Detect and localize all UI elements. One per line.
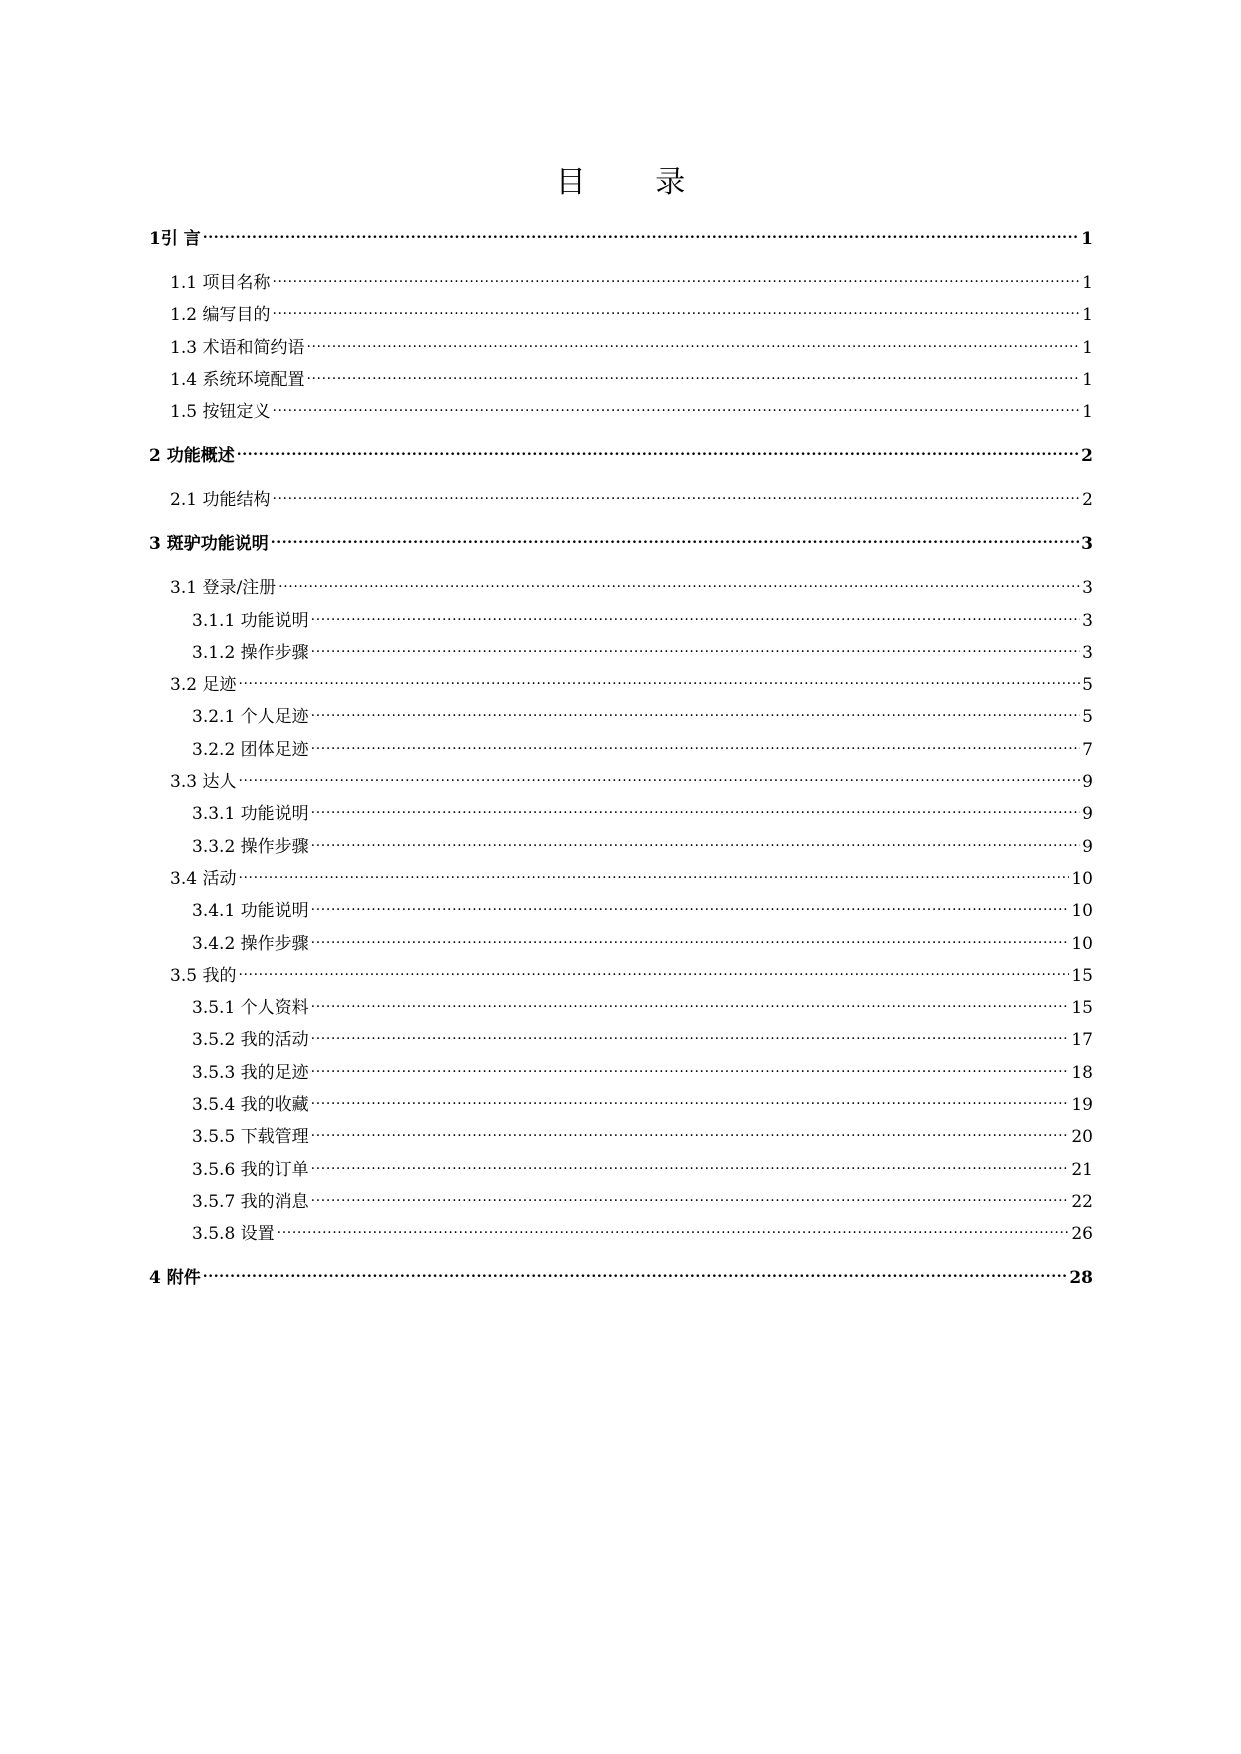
toc-entry-label: 3.4 活动 xyxy=(170,868,237,889)
toc-entry-page-number: 19 xyxy=(1071,1095,1093,1115)
toc-entry-label: 4 附件 xyxy=(149,1268,201,1289)
toc-entry-label: 3.5.4 我的收藏 xyxy=(192,1095,309,1115)
toc-entry[interactable] xyxy=(149,957,1093,986)
toc-entry-label: 3.5.7 我的消息 xyxy=(192,1191,309,1212)
toc-entry[interactable] xyxy=(149,264,1093,293)
toc-entry[interactable] xyxy=(149,828,1093,857)
dot-leader xyxy=(311,925,1070,949)
toc-entry[interactable] xyxy=(149,602,1093,631)
toc-entry-label: 3.1 登录/注册 xyxy=(170,578,277,599)
toc-entry-page-number: 2 xyxy=(1081,446,1093,467)
dot-leader xyxy=(238,957,1069,981)
toc-entry[interactable] xyxy=(149,989,1093,1019)
dot-leader xyxy=(311,1021,1070,1045)
toc-entry-page-number: 2 xyxy=(1082,490,1093,511)
dot-leader xyxy=(272,393,1080,417)
toc-entry-label: 3.5.6 我的订单 xyxy=(192,1159,309,1180)
toc-entry-page-number: 7 xyxy=(1082,739,1093,760)
toc-entry[interactable] xyxy=(149,925,1093,954)
toc-entry[interactable] xyxy=(149,361,1093,390)
toc-entry-page-number: 10 xyxy=(1071,868,1093,889)
toc-entry[interactable] xyxy=(149,1215,1093,1245)
toc-entry-page-number: 9 xyxy=(1082,836,1093,857)
toc-entry[interactable] xyxy=(149,666,1093,696)
toc-entry-label: 2.1 功能结构 xyxy=(170,490,271,511)
toc-entry[interactable] xyxy=(149,698,1093,728)
toc-entry-page-number: 17 xyxy=(1071,1030,1093,1051)
toc-entry[interactable] xyxy=(149,481,1093,511)
toc-entry-label: 1.4 系统环境配置 xyxy=(170,369,305,390)
toc-entry[interactable] xyxy=(149,393,1093,423)
dot-leader xyxy=(272,296,1080,320)
dot-leader xyxy=(238,666,1080,690)
dot-leader xyxy=(278,569,1080,593)
toc-entry-label: 3.3.2 操作步骤 xyxy=(192,836,309,857)
toc-entry-label: 3.5.8 设置 xyxy=(192,1224,275,1245)
toc-entry-label: 3.5 我的 xyxy=(170,965,237,986)
dot-leader xyxy=(311,892,1070,916)
toc-entry-label: 1引 言 xyxy=(149,229,201,249)
dot-leader xyxy=(311,602,1081,626)
toc-entry[interactable] xyxy=(149,634,1093,663)
toc-entry-label: 3.4.1 功能说明 xyxy=(192,901,309,922)
dot-leader xyxy=(272,264,1080,288)
toc-entry-page-number: 28 xyxy=(1069,1268,1093,1289)
toc-entry[interactable] xyxy=(149,1183,1093,1212)
toc-entry-page-number: 5 xyxy=(1082,707,1093,728)
toc-entry[interactable] xyxy=(149,1259,1093,1289)
toc-entry-label: 1.5 按钮定义 xyxy=(170,402,271,423)
toc-entry[interactable] xyxy=(149,763,1093,792)
toc-entry-page-number: 22 xyxy=(1071,1191,1093,1212)
toc-entry[interactable] xyxy=(149,220,1093,249)
toc-entry-label: 3.2.1 个人足迹 xyxy=(192,707,309,728)
dot-leader xyxy=(311,1151,1070,1175)
toc-entry-page-number: 20 xyxy=(1071,1127,1093,1148)
dot-leader xyxy=(306,361,1080,385)
toc-entry-page-number: 1 xyxy=(1081,229,1093,249)
toc-entry[interactable] xyxy=(149,1086,1093,1115)
toc-entry-label: 3 斑驴功能说明 xyxy=(149,534,269,555)
dot-leader xyxy=(311,1086,1070,1110)
toc-entry-page-number: 18 xyxy=(1071,1062,1093,1083)
toc-entry-label: 1.2 编写目的 xyxy=(170,305,271,326)
toc-entry-label: 3.5.1 个人资料 xyxy=(192,998,309,1019)
toc-entry[interactable] xyxy=(149,1021,1093,1051)
toc-entry-page-number: 1 xyxy=(1082,305,1093,326)
toc-entry-page-number: 9 xyxy=(1082,772,1093,792)
dot-leader xyxy=(311,1118,1070,1142)
toc-entry-page-number: 3 xyxy=(1082,642,1093,663)
toc-entry-page-number: 9 xyxy=(1082,804,1093,825)
dot-leader xyxy=(311,698,1081,722)
dot-leader xyxy=(238,763,1080,787)
toc-entry-page-number: 1 xyxy=(1082,337,1093,358)
dot-leader xyxy=(272,481,1080,505)
dot-leader xyxy=(311,989,1070,1013)
toc-entry[interactable] xyxy=(149,525,1093,555)
toc-entry-label: 1.3 术语和简约语 xyxy=(170,337,305,358)
toc-entry[interactable] xyxy=(149,1118,1093,1148)
dot-leader xyxy=(271,525,1079,549)
toc-entry-label: 3.3 达人 xyxy=(170,772,237,792)
toc-entry[interactable] xyxy=(149,892,1093,922)
toc-entry-label: 3.5.2 我的活动 xyxy=(192,1030,309,1051)
toc-entry-label: 3.2 足迹 xyxy=(170,675,237,696)
toc-entry-page-number: 10 xyxy=(1071,933,1093,954)
toc-entry-page-number: 1 xyxy=(1082,273,1093,293)
toc-entry-page-number: 5 xyxy=(1082,675,1093,696)
toc-entry[interactable] xyxy=(149,296,1093,326)
toc-entry-page-number: 1 xyxy=(1082,369,1093,390)
dot-leader xyxy=(311,634,1081,658)
toc-entry-page-number: 3 xyxy=(1082,610,1093,631)
toc-entry[interactable] xyxy=(149,1054,1093,1083)
toc-entry-label: 3.5.3 我的足迹 xyxy=(192,1062,309,1083)
toc-entry[interactable] xyxy=(149,731,1093,760)
toc-entry-label: 3.2.2 团体足迹 xyxy=(192,739,309,760)
toc-entry[interactable] xyxy=(149,569,1093,599)
toc-entry-label: 3.1.2 操作步骤 xyxy=(192,642,309,663)
toc-entry[interactable] xyxy=(149,795,1093,825)
dot-leader xyxy=(311,828,1081,852)
toc-entry[interactable] xyxy=(149,860,1093,889)
toc-entry-page-number: 15 xyxy=(1071,965,1093,986)
dot-leader xyxy=(311,731,1081,755)
page-title: 目 录 xyxy=(555,165,716,200)
toc-entry[interactable] xyxy=(149,329,1093,358)
dot-leader xyxy=(277,1215,1070,1239)
toc-entry-label: 3.4.2 操作步骤 xyxy=(192,933,309,954)
toc-entry-label: 3.3.1 功能说明 xyxy=(192,804,309,825)
toc-entry-page-number: 15 xyxy=(1071,998,1093,1019)
dot-leader xyxy=(237,437,1079,461)
toc-entry-label: 3.5.5 下载管理 xyxy=(192,1127,309,1148)
toc-entry-label: 3.1.1 功能说明 xyxy=(192,610,309,631)
toc-entry-page-number: 26 xyxy=(1071,1224,1093,1245)
toc-entry[interactable] xyxy=(149,1151,1093,1180)
dot-leader xyxy=(238,860,1069,884)
dot-leader xyxy=(311,1054,1070,1078)
dot-leader xyxy=(203,220,1079,244)
toc-entry-page-number: 21 xyxy=(1071,1159,1093,1180)
dot-leader xyxy=(311,795,1081,819)
toc-entry-label: 1.1 项目名称 xyxy=(170,273,271,293)
dot-leader xyxy=(311,1183,1070,1207)
toc-entry-page-number: 10 xyxy=(1071,901,1093,922)
toc-entry-label: 2 功能概述 xyxy=(149,446,235,467)
toc-entry-page-number: 3 xyxy=(1082,578,1093,599)
toc-entry-page-number: 3 xyxy=(1081,534,1093,555)
dot-leader xyxy=(306,329,1080,353)
toc-entry-page-number: 1 xyxy=(1082,402,1093,423)
toc-entry[interactable] xyxy=(149,437,1093,467)
dot-leader xyxy=(203,1259,1068,1283)
